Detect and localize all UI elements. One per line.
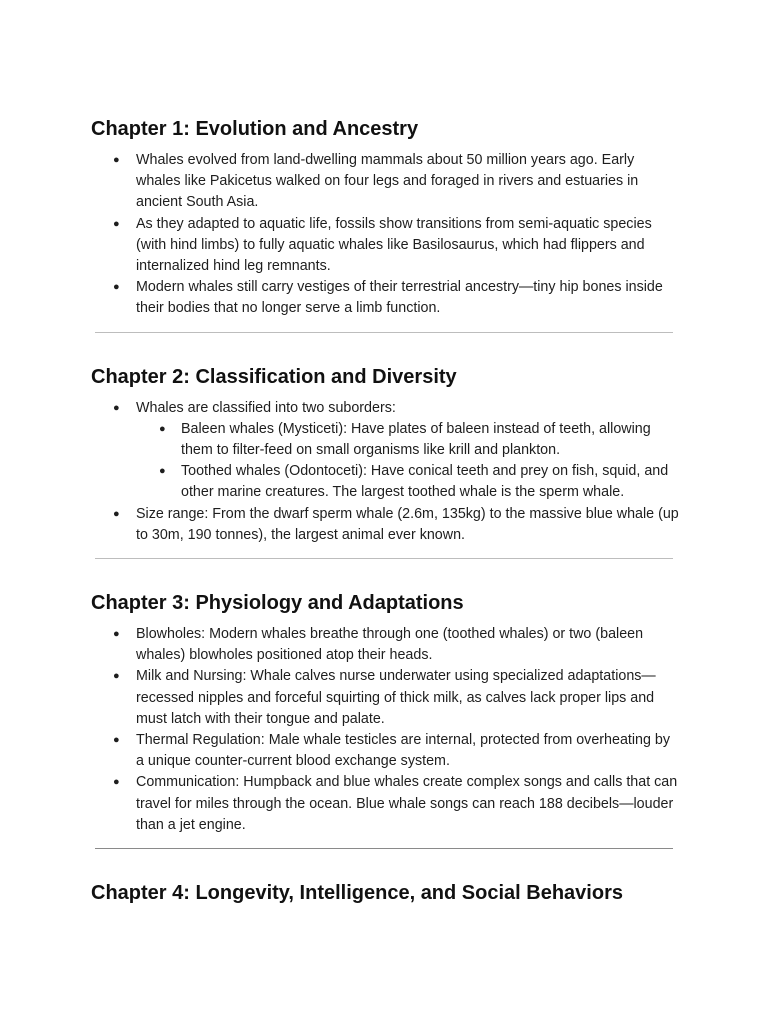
chapter-3 bbox=[91, 590, 681, 836]
sub-list-item-text: Baleen whales (Mysticeti): Have plates of baleen instead of teeth, allowing them to filter-feed on small organisms like krill and plankton. bbox=[181, 420, 651, 459]
chapter-3-title: Chapter 3: Physiology and Adaptations bbox=[91, 592, 464, 615]
bullet-icon: ● bbox=[113, 281, 120, 294]
bullet-icon: ● bbox=[113, 734, 120, 747]
bullet-icon: ● bbox=[159, 422, 166, 435]
chapter-3-bullets bbox=[91, 624, 681, 836]
list-item bbox=[91, 214, 681, 278]
bullet-icon: ● bbox=[113, 670, 120, 683]
chapter-2-bullets bbox=[91, 398, 681, 546]
chapter-4 bbox=[91, 880, 681, 906]
list-item-text: Whales evolved from land-dwelling mammals about 50 million years ago. Early whales like Pakicetus walked on four legs and foraged in rivers and estuaries in ancient South Asia. bbox=[136, 152, 639, 211]
list-item bbox=[91, 730, 681, 772]
list-item bbox=[91, 666, 681, 730]
document-page bbox=[91, 116, 681, 914]
list-item bbox=[91, 398, 681, 504]
list-item bbox=[91, 624, 681, 666]
chapter-2-sub-bullets bbox=[136, 419, 681, 504]
chapter-2-title: Chapter 2: Classification and Diversity bbox=[91, 365, 457, 388]
list-item-text: Communication: Humpback and blue whales create complex songs and calls that can travel for miles through the ocean. Blue whale songs can reach 188 decibels—louder than a jet engine. bbox=[136, 774, 678, 833]
list-item bbox=[91, 150, 681, 214]
section-divider bbox=[95, 848, 673, 849]
bullet-icon: ● bbox=[113, 401, 120, 414]
bullet-icon: ● bbox=[113, 628, 120, 641]
sub-list-item bbox=[136, 419, 681, 461]
list-item-text: Whales are classified into two suborders: bbox=[136, 399, 396, 416]
list-item bbox=[91, 504, 681, 546]
bullet-icon: ● bbox=[113, 776, 120, 789]
chapter-1-title: Chapter 1: Evolution and Ancestry bbox=[91, 118, 419, 140]
list-item bbox=[91, 772, 681, 836]
chapter-1 bbox=[91, 116, 681, 320]
list-item-text: Modern whales still carry vestiges of their terrestrial ancestry—tiny hip bones inside their bodies that no longer serve a limb function. bbox=[136, 279, 663, 317]
bullet-icon: ● bbox=[113, 507, 120, 520]
sub-list-item-text: Toothed whales (Odontoceti): Have conical teeth and prey on fish, squid, and other marine creatures. The largest toothed whale is the sperm whale. bbox=[181, 463, 669, 501]
chapter-2 bbox=[91, 364, 681, 546]
list-item-text: As they adapted to aquatic life, fossils show transitions from semi-aquatic species (with hind limbs) to fully aquatic whales like Basilosaurus, which had flippers and internalized hind leg remnants. bbox=[136, 215, 652, 275]
bullet-icon: ● bbox=[113, 217, 120, 230]
chapter-4-title: Chapter 4: Longevity, Intelligence, and Social Behaviors bbox=[91, 882, 623, 905]
section-divider bbox=[95, 558, 673, 559]
bullet-icon: ● bbox=[113, 154, 120, 166]
sub-list-item bbox=[136, 461, 681, 503]
list-item-text: Milk and Nursing: Whale calves nurse underwater using specialized adaptations—recessed nipples and forceful squirting of thick milk, as calves lack proper lips and must latch with their tongue and palate. bbox=[136, 668, 656, 727]
chapter-1-bullets bbox=[91, 150, 681, 320]
list-item-text: Thermal Regulation: Male whale testicles are internal, protected from overheating by a unique counter-current blood exchange system. bbox=[136, 732, 671, 770]
list-item-text: Blowholes: Modern whales breathe through one (toothed whales) or two (baleen whales) blowholes positioned atop their heads. bbox=[136, 626, 644, 664]
bullet-icon: ● bbox=[159, 465, 166, 478]
list-item bbox=[91, 277, 681, 319]
list-item-text: Size range: From the dwarf sperm whale (2.6m, 135kg) to the massive blue whale (up to 30m, 190 tonnes), the largest animal ever known. bbox=[136, 505, 679, 543]
section-divider bbox=[95, 332, 673, 333]
